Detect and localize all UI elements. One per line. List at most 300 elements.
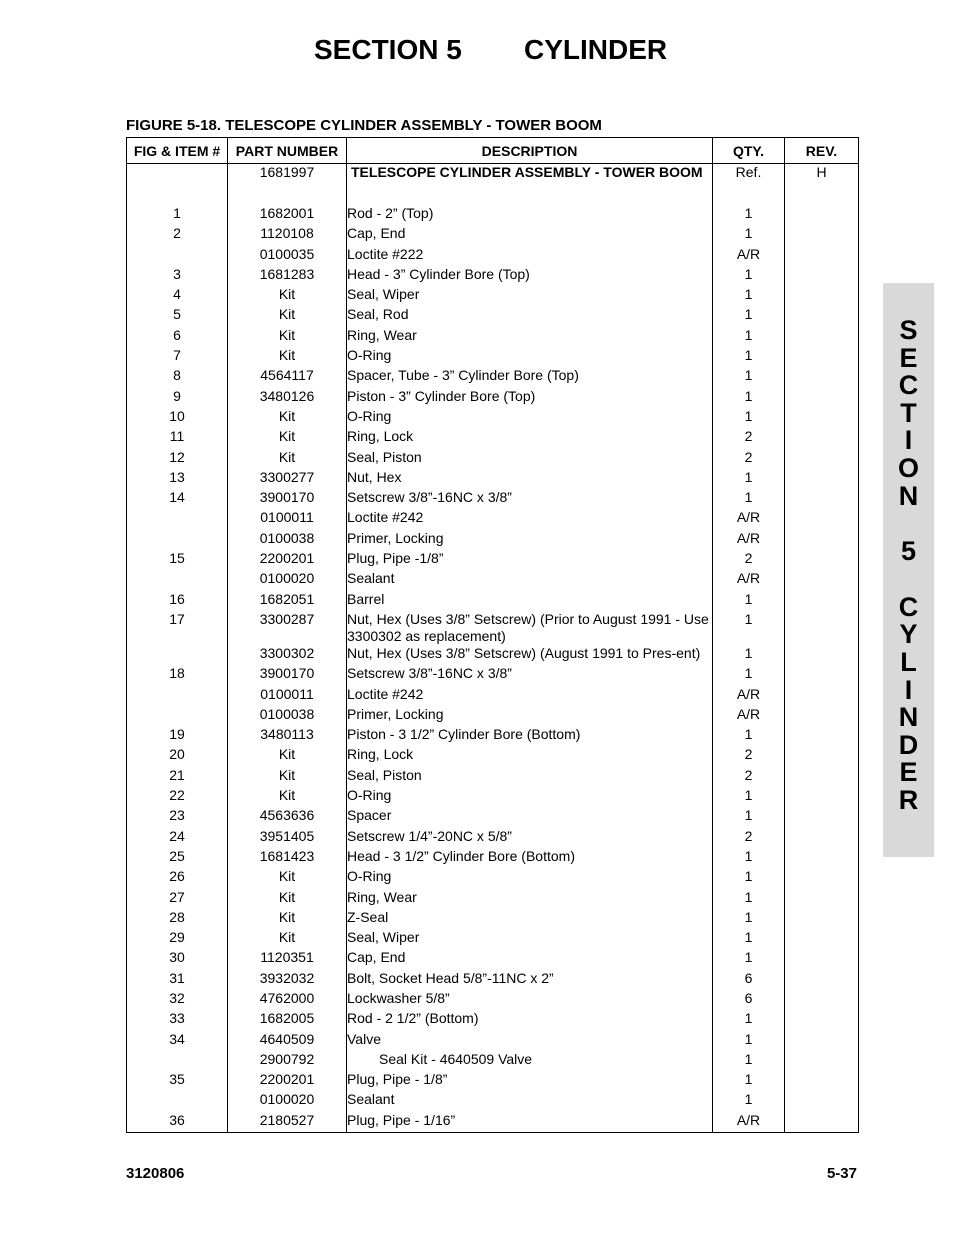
description-cell: Head - 3 1/2” Cylinder Bore (Bottom): [347, 848, 713, 868]
item-number-cell: 31: [127, 970, 228, 990]
table-row: [127, 530, 859, 550]
item-number-cell: 23: [127, 807, 228, 827]
revision-cell: [785, 848, 859, 868]
quantity-cell: A/R: [713, 1112, 785, 1133]
part-number-cell: 0100038: [228, 530, 347, 550]
table-row: [127, 367, 859, 387]
quantity-cell: 1: [713, 1071, 785, 1091]
item-number-cell: 36: [127, 1112, 228, 1133]
description-cell: O-Ring: [347, 408, 713, 428]
item-number-cell: 2: [127, 225, 228, 245]
quantity-cell: 1: [713, 205, 785, 225]
quantity-cell: 1: [713, 726, 785, 746]
quantity-cell: 1: [713, 1091, 785, 1111]
revision-cell: [785, 767, 859, 787]
description-cell: Ring, Wear: [347, 889, 713, 909]
table-row: [127, 1010, 859, 1030]
revision-cell: [785, 1031, 859, 1051]
parts-table: [126, 137, 859, 1133]
side-tab-word1: [898, 317, 919, 510]
part-number-cell: 3900170: [228, 665, 347, 685]
description-cell: Ring, Lock: [347, 428, 713, 448]
item-number-cell: 24: [127, 828, 228, 848]
table-row: [127, 686, 859, 706]
table-row: [127, 266, 859, 286]
table-row: [127, 1112, 859, 1133]
table-row: [127, 970, 859, 990]
item-number-cell: 12: [127, 449, 228, 469]
revision-cell: [785, 665, 859, 685]
part-number-cell: 1120351: [228, 949, 347, 969]
item-number-cell: 8: [127, 367, 228, 387]
description-cell: Setscrew 3/8”-16NC x 3/8”: [347, 665, 713, 685]
description-cell: Piston - 3 1/2” Cylinder Bore (Bottom): [347, 726, 713, 746]
revision-cell: [785, 428, 859, 448]
side-tab-letter: T: [900, 397, 917, 428]
revision-cell: [785, 205, 859, 225]
quantity-cell: 1: [713, 1031, 785, 1051]
quantity-cell: 1: [713, 469, 785, 489]
description-cell: Setscrew 1/4”-20NC x 5/8”: [347, 828, 713, 848]
part-number-cell: [228, 186, 347, 205]
quantity-cell: A/R: [713, 570, 785, 590]
description-cell: Seal, Rod: [347, 306, 713, 326]
quantity-cell: 1: [713, 347, 785, 367]
part-number-cell: Kit: [228, 746, 347, 766]
part-number-cell: 2200201: [228, 1071, 347, 1091]
revision-cell: [785, 347, 859, 367]
item-number-cell: 18: [127, 665, 228, 685]
part-number-cell: 0100020: [228, 570, 347, 590]
revision-cell: [785, 509, 859, 529]
quantity-cell: A/R: [713, 246, 785, 266]
table-row: [127, 868, 859, 888]
part-number-cell: 3932032: [228, 970, 347, 990]
part-number-cell: 4640509: [228, 1031, 347, 1051]
item-number-cell: [127, 246, 228, 266]
side-tab-letter: Y: [899, 619, 918, 650]
quantity-cell: 2: [713, 746, 785, 766]
quantity-cell: 1: [713, 286, 785, 306]
part-number-cell: Kit: [228, 347, 347, 367]
quantity-cell: 2: [713, 428, 785, 448]
part-number-cell: 1120108: [228, 225, 347, 245]
description-cell: Ring, Wear: [347, 327, 713, 347]
item-number-cell: 17: [127, 611, 228, 645]
table-row: [127, 665, 859, 685]
col-header-item: FIG & ITEM #: [127, 138, 228, 164]
quantity-cell: [713, 186, 785, 205]
revision-cell: [785, 1091, 859, 1111]
part-number-cell: Kit: [228, 306, 347, 326]
part-number-cell: 2180527: [228, 1112, 347, 1133]
side-tab-letter: 5: [900, 536, 917, 567]
quantity-cell: 1: [713, 787, 785, 807]
revision-cell: [785, 469, 859, 489]
quantity-cell: 1: [713, 848, 785, 868]
part-number-cell: Kit: [228, 889, 347, 909]
table-row: [127, 570, 859, 590]
table-row: [127, 787, 859, 807]
item-number-cell: 4: [127, 286, 228, 306]
part-number-cell: 3480113: [228, 726, 347, 746]
item-number-cell: 16: [127, 591, 228, 611]
table-row: [127, 1091, 859, 1111]
quantity-cell: 1: [713, 909, 785, 929]
item-number-cell: 15: [127, 550, 228, 570]
item-number-cell: 9: [127, 388, 228, 408]
item-number-cell: 6: [127, 327, 228, 347]
part-number-cell: 0100038: [228, 706, 347, 726]
part-number-cell: 3300277: [228, 469, 347, 489]
quantity-cell: 1: [713, 807, 785, 827]
revision-cell: [785, 828, 859, 848]
item-number-cell: [127, 509, 228, 529]
quantity-cell: 1: [713, 889, 785, 909]
part-number-cell: Kit: [228, 286, 347, 306]
item-number-cell: 34: [127, 1031, 228, 1051]
item-number-cell: [127, 645, 228, 665]
description-cell: Plug, Pipe -1/8”: [347, 550, 713, 570]
item-number-cell: [127, 530, 228, 550]
section-label: SECTION 5: [314, 34, 462, 65]
table-row: [127, 929, 859, 949]
part-number-cell: 0100020: [228, 1091, 347, 1111]
quantity-cell: 2: [713, 828, 785, 848]
side-tab-letter: N: [898, 702, 919, 733]
part-number-cell: 3300287: [228, 611, 347, 645]
item-number-cell: 27: [127, 889, 228, 909]
revision-cell: [785, 949, 859, 969]
description-cell: Sealant: [347, 1091, 713, 1111]
item-number-cell: [127, 1091, 228, 1111]
quantity-cell: 1: [713, 388, 785, 408]
revision-cell: [785, 611, 859, 645]
table-row: [127, 848, 859, 868]
document-number: 3120806: [126, 1165, 185, 1182]
col-header-description: DESCRIPTION: [347, 138, 713, 164]
item-number-cell: [127, 164, 228, 187]
revision-cell: [785, 1071, 859, 1091]
table-header-row: [127, 138, 859, 164]
item-number-cell: 35: [127, 1071, 228, 1091]
quantity-cell: 1: [713, 611, 785, 645]
description-cell: Loctite #242: [347, 509, 713, 529]
table-row: [127, 1051, 859, 1071]
side-tab-letter: S: [899, 315, 918, 345]
revision-cell: [785, 746, 859, 766]
side-tab-letter: I: [904, 425, 913, 456]
table-row: [127, 591, 859, 611]
table-row: [127, 428, 859, 448]
revision-cell: [785, 868, 859, 888]
part-number-cell: Kit: [228, 428, 347, 448]
description-cell: Rod - 2” (Top): [347, 205, 713, 225]
revision-cell: [785, 186, 859, 205]
quantity-cell: 1: [713, 645, 785, 665]
part-number-cell: Kit: [228, 327, 347, 347]
description-cell: Seal, Piston: [347, 449, 713, 469]
part-number-cell: Kit: [228, 868, 347, 888]
item-number-cell: 22: [127, 787, 228, 807]
description-cell: Loctite #222: [347, 246, 713, 266]
description-cell: Ring, Lock: [347, 746, 713, 766]
side-tab-letter: E: [899, 342, 918, 373]
part-number-cell: 0100011: [228, 509, 347, 529]
revision-cell: [785, 706, 859, 726]
revision-cell: [785, 686, 859, 706]
part-number-cell: 2900792: [228, 1051, 347, 1071]
description-cell: TELESCOPE CYLINDER ASSEMBLY - TOWER BOOM: [347, 164, 713, 187]
quantity-cell: A/R: [713, 686, 785, 706]
quantity-cell: 1: [713, 225, 785, 245]
description-cell: Spacer: [347, 807, 713, 827]
table-row: [127, 807, 859, 827]
description-cell: Primer, Locking: [347, 530, 713, 550]
part-number-cell: Kit: [228, 929, 347, 949]
revision-cell: [785, 970, 859, 990]
part-number-cell: 4564117: [228, 367, 347, 387]
description-cell: Cap, End: [347, 949, 713, 969]
part-number-cell: 0100035: [228, 246, 347, 266]
revision-cell: [785, 645, 859, 665]
revision-cell: [785, 550, 859, 570]
quantity-cell: 1: [713, 929, 785, 949]
part-number-cell: 4762000: [228, 990, 347, 1010]
revision-cell: [785, 1112, 859, 1133]
item-number-cell: 28: [127, 909, 228, 929]
description-cell: Seal, Piston: [347, 767, 713, 787]
item-number-cell: 1: [127, 205, 228, 225]
revision-cell: [785, 1010, 859, 1030]
table-row: [127, 246, 859, 266]
description-cell: O-Ring: [347, 347, 713, 367]
side-tab-word2: [898, 591, 919, 815]
item-number-cell: 29: [127, 929, 228, 949]
part-number-cell: 1681283: [228, 266, 347, 286]
description-cell: Barrel: [347, 591, 713, 611]
table-row: [127, 949, 859, 969]
description-cell: Plug, Pipe - 1/8”: [347, 1071, 713, 1091]
revision-cell: [785, 1051, 859, 1071]
quantity-cell: 1: [713, 591, 785, 611]
revision-cell: [785, 909, 859, 929]
part-number-cell: 1681997: [228, 164, 347, 187]
revision-cell: [785, 327, 859, 347]
table-row: [127, 889, 859, 909]
description-cell: Plug, Pipe - 1/16”: [347, 1112, 713, 1133]
revision-cell: [785, 449, 859, 469]
description-cell: Primer, Locking: [347, 706, 713, 726]
item-number-cell: 7: [127, 347, 228, 367]
table-row: [127, 828, 859, 848]
description-cell: Loctite #242: [347, 686, 713, 706]
quantity-cell: 1: [713, 949, 785, 969]
part-number-cell: 2200201: [228, 550, 347, 570]
revision-cell: [785, 889, 859, 909]
col-header-part-number: PART NUMBER: [228, 138, 347, 164]
revision-cell: [785, 306, 859, 326]
item-number-cell: 25: [127, 848, 228, 868]
col-header-rev: REV.: [785, 138, 859, 164]
item-number-cell: 32: [127, 990, 228, 1010]
item-number-cell: 26: [127, 868, 228, 888]
side-tab-letters: [883, 317, 934, 815]
item-number-cell: 21: [127, 767, 228, 787]
description-cell: Z-Seal: [347, 909, 713, 929]
quantity-cell: 1: [713, 266, 785, 286]
item-number-cell: [127, 706, 228, 726]
table-row: [127, 469, 859, 489]
side-tab-letter: N: [898, 480, 919, 511]
table-row: [127, 408, 859, 428]
description-cell: Seal, Wiper: [347, 286, 713, 306]
figure-title: FIGURE 5-18. TELESCOPE CYLINDER ASSEMBLY - TOWER BOOM: [126, 117, 602, 134]
table-row: [127, 388, 859, 408]
table-row: [127, 347, 859, 367]
table-row: [127, 611, 859, 645]
quantity-cell: 1: [713, 489, 785, 509]
revision-cell: [785, 990, 859, 1010]
quantity-cell: 1: [713, 306, 785, 326]
revision-cell: [785, 408, 859, 428]
quantity-cell: 1: [713, 1051, 785, 1071]
table-row: [127, 509, 859, 529]
quantity-cell: 1: [713, 1010, 785, 1030]
revision-cell: [785, 570, 859, 590]
quantity-cell: 2: [713, 767, 785, 787]
part-number-cell: Kit: [228, 408, 347, 428]
part-number-cell: Kit: [228, 449, 347, 469]
description-cell: Seal, Wiper: [347, 929, 713, 949]
quantity-cell: 2: [713, 550, 785, 570]
description-cell: Lockwasher 5/8”: [347, 990, 713, 1010]
side-tab-letter: E: [899, 757, 918, 788]
description-cell: Seal Kit - 4640509 Valve: [347, 1051, 713, 1071]
quantity-cell: 6: [713, 970, 785, 990]
table-row: [127, 767, 859, 787]
section-side-tab: [883, 283, 934, 857]
side-tab-letter: I: [904, 674, 913, 705]
revision-cell: [785, 225, 859, 245]
table-row: [127, 286, 859, 306]
side-tab-letter: D: [898, 729, 919, 760]
quantity-cell: 1: [713, 367, 785, 387]
item-number-cell: [127, 686, 228, 706]
description-cell: O-Ring: [347, 868, 713, 888]
description-cell: Head - 3” Cylinder Bore (Top): [347, 266, 713, 286]
part-number-cell: Kit: [228, 767, 347, 787]
side-tab-number: [901, 538, 916, 566]
description-cell: Nut, Hex (Uses 3/8” Setscrew) (Prior to August 1991 - Use 3300302 as replacement): [347, 611, 713, 645]
table-row: [127, 1031, 859, 1051]
revision-cell: [785, 489, 859, 509]
item-number-cell: [127, 186, 228, 205]
item-number-cell: 19: [127, 726, 228, 746]
side-tab-letter: L: [900, 646, 917, 677]
table-row: [127, 550, 859, 570]
table-row: [127, 449, 859, 469]
section-name: CYLINDER: [524, 34, 668, 65]
table-row: [127, 1071, 859, 1091]
table-row: [127, 186, 859, 205]
part-number-cell: 3951405: [228, 828, 347, 848]
revision-cell: H: [785, 164, 859, 187]
quantity-cell: 6: [713, 990, 785, 1010]
item-number-cell: 13: [127, 469, 228, 489]
description-cell: O-Ring: [347, 787, 713, 807]
col-header-qty: QTY.: [713, 138, 785, 164]
side-tab-letter: C: [898, 370, 919, 401]
table-row: [127, 327, 859, 347]
page-number: 5-37: [826, 1165, 857, 1182]
description-cell: Nut, Hex (Uses 3/8” Setscrew) (August 1991 to Pres-ent): [347, 645, 713, 665]
revision-cell: [785, 367, 859, 387]
revision-cell: [785, 726, 859, 746]
part-number-cell: 3900170: [228, 489, 347, 509]
item-number-cell: 5: [127, 306, 228, 326]
side-tab-letter: R: [898, 784, 919, 815]
table-row: [127, 746, 859, 766]
revision-cell: [785, 807, 859, 827]
table-row: [127, 706, 859, 726]
parts-table-body: [127, 164, 859, 1133]
part-number-cell: 4563636: [228, 807, 347, 827]
revision-cell: [785, 266, 859, 286]
table-row: [127, 990, 859, 1010]
table-row: [127, 164, 859, 187]
quantity-cell: 1: [713, 868, 785, 888]
revision-cell: [785, 530, 859, 550]
part-number-cell: 1682005: [228, 1010, 347, 1030]
item-number-cell: 3: [127, 266, 228, 286]
revision-cell: [785, 388, 859, 408]
quantity-cell: 1: [713, 408, 785, 428]
part-number-cell: 3300302: [228, 645, 347, 665]
description-cell: Piston - 3” Cylinder Bore (Top): [347, 388, 713, 408]
part-number-cell: Kit: [228, 787, 347, 807]
table-row: [127, 909, 859, 929]
quantity-cell: Ref.: [713, 164, 785, 187]
table-row: [127, 489, 859, 509]
item-number-cell: 14: [127, 489, 228, 509]
quantity-cell: A/R: [713, 530, 785, 550]
description-cell: Nut, Hex: [347, 469, 713, 489]
item-number-cell: 11: [127, 428, 228, 448]
quantity-cell: 1: [713, 665, 785, 685]
table-row: [127, 205, 859, 225]
quantity-cell: A/R: [713, 509, 785, 529]
description-cell: [347, 186, 713, 205]
item-number-cell: [127, 1051, 228, 1071]
item-number-cell: 33: [127, 1010, 228, 1030]
description-cell: Cap, End: [347, 225, 713, 245]
part-number-cell: 0100011: [228, 686, 347, 706]
side-tab-letter: C: [898, 591, 919, 622]
revision-cell: [785, 591, 859, 611]
table-row: [127, 225, 859, 245]
table-row: [127, 645, 859, 665]
item-number-cell: 30: [127, 949, 228, 969]
description-cell: Spacer, Tube - 3” Cylinder Bore (Top): [347, 367, 713, 387]
part-number-cell: Kit: [228, 909, 347, 929]
description-cell: Sealant: [347, 570, 713, 590]
description-cell: Setscrew 3/8”-16NC x 3/8”: [347, 489, 713, 509]
quantity-cell: A/R: [713, 706, 785, 726]
part-number-cell: 1682001: [228, 205, 347, 225]
description-cell: Rod - 2 1/2” (Bottom): [347, 1010, 713, 1030]
side-tab-letter: O: [897, 452, 919, 483]
